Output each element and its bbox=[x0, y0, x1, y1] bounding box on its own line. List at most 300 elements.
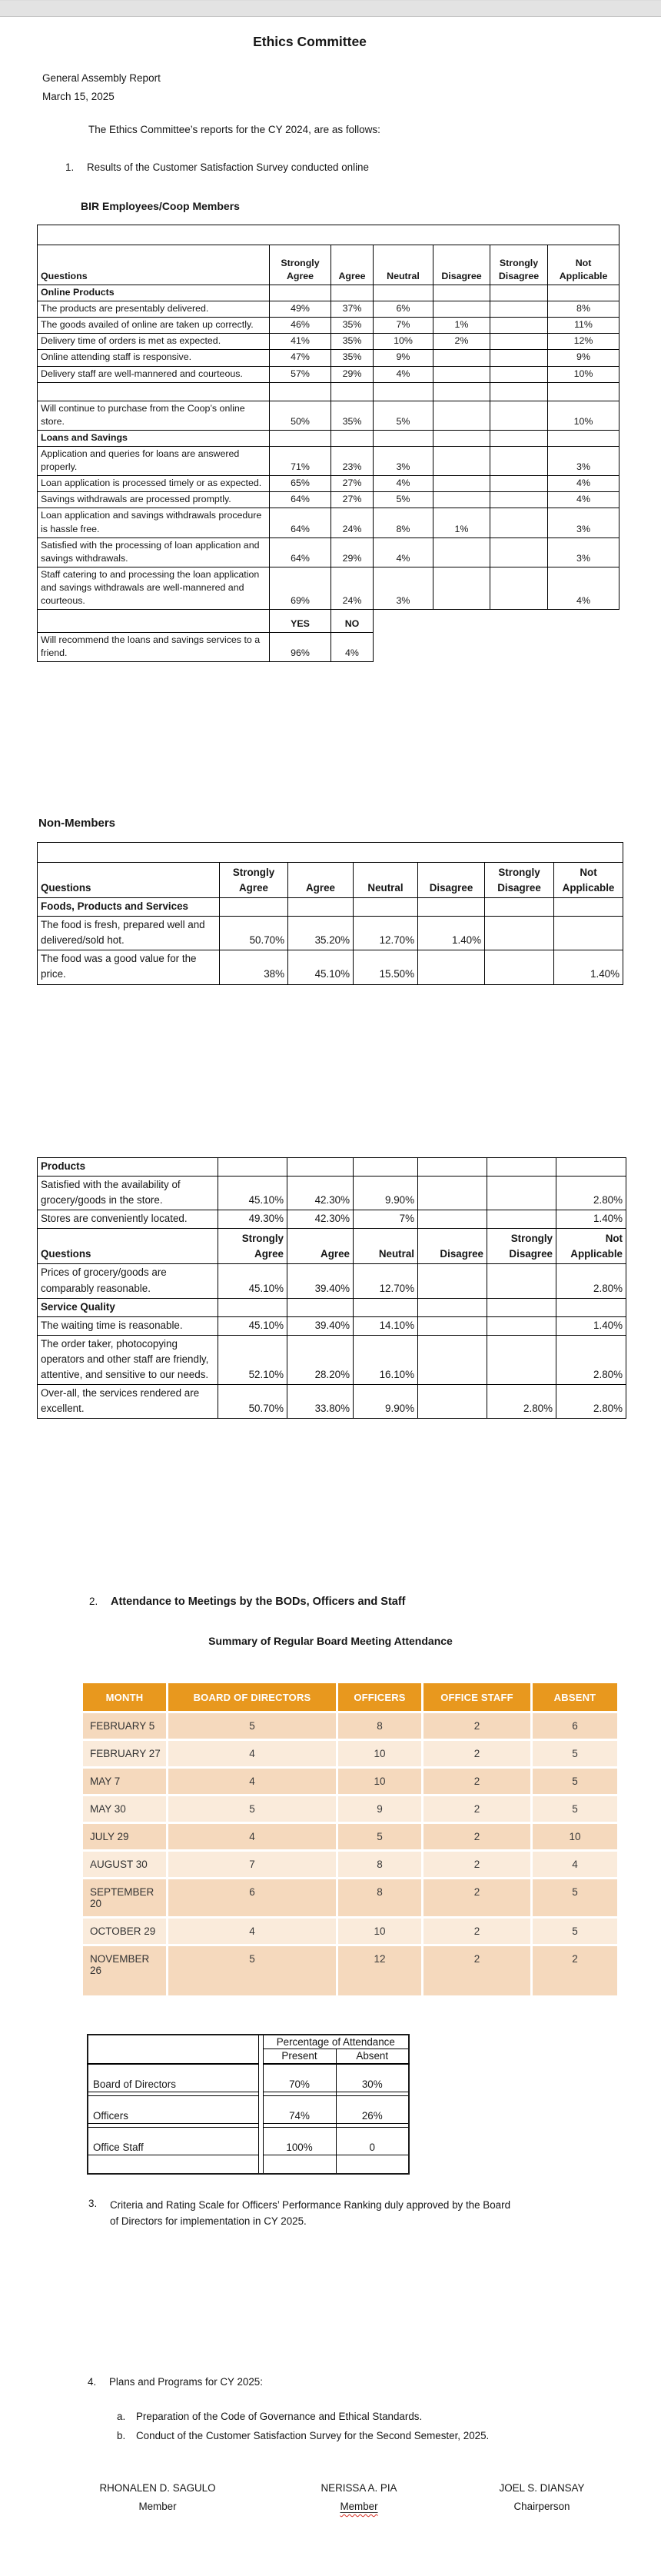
empty-cell bbox=[487, 1158, 556, 1177]
value-cell bbox=[418, 1177, 487, 1210]
question-cell: Prices of grocery/goods are comparably reasonable. bbox=[38, 1264, 218, 1298]
present-value-cell: 74% bbox=[263, 2096, 336, 2124]
value-cell bbox=[490, 537, 548, 567]
nonmembers-survey-table bbox=[37, 842, 623, 985]
attendance-row bbox=[83, 1796, 617, 1822]
value-cell: 12.70% bbox=[354, 917, 418, 950]
empty-cell bbox=[38, 225, 619, 245]
nonmembers-survey-table-continued-wrap bbox=[37, 1157, 626, 1419]
value-cell: 10% bbox=[548, 401, 619, 430]
column-header-cell: Disagree bbox=[418, 1229, 487, 1264]
list-text: Criteria and Rating Scale for Officers’ Performance Ranking duly approved by the Board of Directors for implementation in CY 2025. bbox=[110, 2199, 511, 2227]
value-cell: 45.10% bbox=[218, 1316, 287, 1335]
count-cell: 5 bbox=[168, 1796, 336, 1822]
table-row-yesno bbox=[38, 610, 619, 633]
value-cell: 7% bbox=[354, 1210, 418, 1229]
question-cell: Staff catering to and processing the loan application and savings withdrawals are well-mannered and courteous. bbox=[38, 567, 270, 609]
value-cell: 6% bbox=[374, 301, 433, 318]
count-cell: 5 bbox=[533, 1919, 617, 1944]
count-cell: 2 bbox=[424, 1824, 530, 1849]
count-cell: 12 bbox=[338, 1946, 421, 1995]
value-cell: 45.10% bbox=[288, 950, 354, 984]
value-cell: 38% bbox=[220, 950, 288, 984]
attendance-row bbox=[83, 1879, 617, 1916]
value-cell: 9.90% bbox=[354, 1177, 418, 1210]
column-header-cell: Not Applicable bbox=[548, 245, 619, 285]
value-cell: 71% bbox=[270, 446, 331, 475]
nonmembers-survey-table-continued bbox=[37, 1157, 626, 1419]
month-cell: FEBRUARY 5 bbox=[83, 1713, 166, 1739]
value-cell: 14.10% bbox=[354, 1316, 418, 1335]
value-cell bbox=[490, 567, 548, 609]
table-row-data bbox=[38, 334, 619, 350]
question-cell: The order taker, photocopying operators and other staff are friendly, attentive, and sensitive to our needs. bbox=[38, 1335, 218, 1384]
table-row-section bbox=[38, 1158, 626, 1177]
value-cell bbox=[490, 508, 548, 537]
value-cell bbox=[433, 446, 490, 475]
question-cell: Loan application is processed timely or as expected. bbox=[38, 476, 270, 492]
value-cell: 28.20% bbox=[287, 1335, 354, 1384]
empty-cell bbox=[374, 430, 433, 446]
members-survey-table bbox=[37, 225, 619, 662]
empty-cell bbox=[374, 382, 433, 401]
count-cell: 4 bbox=[168, 1919, 336, 1944]
value-cell: 50% bbox=[270, 401, 331, 430]
attendance-column-header: MONTH bbox=[83, 1683, 166, 1711]
value-cell bbox=[418, 1210, 487, 1229]
count-cell: 2 bbox=[424, 1713, 530, 1739]
empty-cell bbox=[548, 285, 619, 301]
value-cell: 4% bbox=[331, 633, 374, 662]
value-cell: 42.30% bbox=[287, 1177, 354, 1210]
empty-cell bbox=[418, 1298, 487, 1316]
table-row-section bbox=[38, 898, 623, 917]
value-cell: 7% bbox=[374, 318, 433, 334]
count-cell: 2 bbox=[424, 1852, 530, 1877]
attendance-table bbox=[81, 1681, 619, 1998]
table-row-empty bbox=[38, 225, 619, 245]
value-cell bbox=[433, 567, 490, 609]
count-cell: 2 bbox=[424, 1796, 530, 1822]
value-cell: 29% bbox=[331, 537, 374, 567]
empty-cell bbox=[270, 430, 331, 446]
table-row-header bbox=[38, 245, 619, 285]
column-header-cell: Strongly Disagree bbox=[487, 1229, 556, 1264]
question-cell: Savings withdrawals are processed promptly. bbox=[38, 492, 270, 508]
absent-value-cell: 0 bbox=[336, 2128, 409, 2155]
question-cell: Will continue to purchase from the Coop’s online store. bbox=[38, 401, 270, 430]
list-number: 2. bbox=[89, 1596, 98, 1607]
value-cell bbox=[485, 917, 554, 950]
value-cell: 57% bbox=[270, 366, 331, 382]
value-cell bbox=[418, 950, 485, 984]
column-header-cell: Agree bbox=[287, 1229, 354, 1264]
value-cell: 65% bbox=[270, 476, 331, 492]
empty-cell bbox=[331, 285, 374, 301]
absent-value-cell: 30% bbox=[336, 2064, 409, 2092]
count-cell: 5 bbox=[533, 1769, 617, 1794]
value-cell: 11% bbox=[548, 318, 619, 334]
column-header-cell: Agree bbox=[331, 245, 374, 285]
count-cell: 4 bbox=[168, 1769, 336, 1794]
empty-cell bbox=[38, 610, 270, 633]
value-cell: 1% bbox=[433, 508, 490, 537]
count-cell: 6 bbox=[168, 1879, 336, 1916]
empty-cell bbox=[554, 898, 623, 917]
empty-cell bbox=[433, 285, 490, 301]
spellcheck-wavy-underline: Member bbox=[340, 2501, 378, 2512]
table-row-data bbox=[38, 318, 619, 334]
attendance-row bbox=[83, 1713, 617, 1739]
percentage-table bbox=[87, 2034, 410, 2175]
value-cell: 35% bbox=[331, 350, 374, 366]
count-cell: 5 bbox=[533, 1879, 617, 1916]
page-break-band bbox=[0, 0, 661, 17]
table-row-data bbox=[38, 1177, 626, 1210]
count-cell: 4 bbox=[168, 1741, 336, 1766]
question-cell: Over-all, the services rendered are excellent. bbox=[38, 1385, 218, 1419]
sub-item-text: Preparation of the Code of Governance and Ethical Standards. bbox=[136, 2411, 423, 2422]
value-cell: 24% bbox=[331, 508, 374, 537]
count-cell: 6 bbox=[533, 1713, 617, 1739]
percentage-column-header: Absent bbox=[336, 2049, 409, 2065]
blank-cell bbox=[374, 633, 433, 662]
attendance-column-header: ABSENT bbox=[533, 1683, 617, 1711]
value-cell: 27% bbox=[331, 492, 374, 508]
attendance-row bbox=[83, 1919, 617, 1944]
value-cell bbox=[418, 1316, 487, 1335]
count-cell: 10 bbox=[338, 1919, 421, 1944]
value-cell: 39.40% bbox=[287, 1316, 354, 1335]
nonmembers-heading: Non-Members bbox=[38, 817, 116, 830]
empty-cell bbox=[88, 2155, 258, 2175]
question-cell: The goods availed of online are taken up correctly. bbox=[38, 318, 270, 334]
attendance-column-header: BOARD OF DIRECTORS bbox=[168, 1683, 336, 1711]
attendance-column-header: OFFICERS bbox=[338, 1683, 421, 1711]
empty-cell bbox=[38, 382, 270, 401]
table-row-data bbox=[38, 508, 619, 537]
signature-block bbox=[81, 2482, 234, 2512]
empty-cell bbox=[270, 285, 331, 301]
signatory-name: JOEL S. DIANSAY bbox=[499, 2482, 585, 2494]
attendance-row bbox=[83, 1769, 617, 1794]
empty-cell bbox=[556, 1158, 626, 1177]
empty-cell bbox=[331, 382, 374, 401]
blank-cell bbox=[433, 610, 490, 633]
count-cell: 5 bbox=[168, 1713, 336, 1739]
count-cell: 2 bbox=[424, 1919, 530, 1944]
value-cell bbox=[490, 318, 548, 334]
empty-cell bbox=[490, 430, 548, 446]
table-row-data bbox=[38, 492, 619, 508]
value-cell bbox=[490, 446, 548, 475]
value-cell: 2.80% bbox=[556, 1335, 626, 1384]
table-row-section bbox=[38, 1298, 626, 1316]
value-cell bbox=[487, 1335, 556, 1384]
list-number: 4. bbox=[88, 2376, 97, 2388]
value-cell: 23% bbox=[331, 446, 374, 475]
blank-cell bbox=[548, 610, 619, 633]
value-cell: 2.80% bbox=[556, 1177, 626, 1210]
empty-cell bbox=[218, 1298, 287, 1316]
value-cell: 4% bbox=[374, 366, 433, 382]
question-cell: The products are presentably delivered. bbox=[38, 301, 270, 318]
list-number: 3. bbox=[88, 2198, 98, 2209]
value-cell bbox=[418, 1335, 487, 1384]
value-cell: 3% bbox=[374, 446, 433, 475]
empty-cell bbox=[331, 430, 374, 446]
value-cell: 27% bbox=[331, 476, 374, 492]
value-cell bbox=[418, 1385, 487, 1419]
table-row-section bbox=[38, 285, 619, 301]
sub-item-text: Conduct of the Customer Satisfaction Survey for the Second Semester, 2025. bbox=[136, 2430, 490, 2441]
question-cell: Satisfied with the availability of grocery/goods in the store. bbox=[38, 1177, 218, 1210]
question-cell: Satisfied with the processing of loan application and savings withdrawals. bbox=[38, 537, 270, 567]
value-cell bbox=[487, 1177, 556, 1210]
signatory-role: Member bbox=[138, 2501, 177, 2512]
value-cell: 50.70% bbox=[220, 917, 288, 950]
empty-cell bbox=[548, 430, 619, 446]
list-item-1 bbox=[65, 161, 369, 173]
present-value-cell: 100% bbox=[263, 2128, 336, 2155]
value-cell: 10% bbox=[548, 366, 619, 382]
members-survey-heading: BIR Employees/Coop Members bbox=[81, 200, 240, 212]
value-cell: 9% bbox=[374, 350, 433, 366]
value-cell: 5% bbox=[374, 492, 433, 508]
table-row-data2 bbox=[38, 633, 619, 662]
sub-item-b bbox=[117, 2430, 489, 2441]
value-cell: 2.80% bbox=[487, 1385, 556, 1419]
value-cell: 8% bbox=[548, 301, 619, 318]
question-cell: Stores are conveniently located. bbox=[38, 1210, 218, 1229]
month-cell: MAY 30 bbox=[83, 1796, 166, 1822]
count-cell: 2 bbox=[533, 1946, 617, 1995]
table-row-data bbox=[38, 366, 619, 382]
month-cell: OCTOBER 29 bbox=[83, 1919, 166, 1944]
signatory-role: Chairperson bbox=[513, 2501, 570, 2512]
percentage-row bbox=[88, 2064, 409, 2092]
sub-item-a bbox=[117, 2411, 422, 2422]
count-cell: 2 bbox=[424, 1879, 530, 1916]
attendance-row bbox=[83, 1852, 617, 1877]
percentage-row bbox=[88, 2128, 409, 2155]
value-cell: 8% bbox=[374, 508, 433, 537]
empty-cell bbox=[418, 898, 485, 917]
column-header-cell: Questions bbox=[38, 1229, 218, 1264]
percentage-label-cell: Officers bbox=[88, 2096, 258, 2124]
section-label-cell: Foods, Products and Services bbox=[38, 898, 220, 917]
value-cell: 16.10% bbox=[354, 1335, 418, 1384]
table-row-data bbox=[38, 1210, 626, 1229]
question-cell: The food was a good value for the price. bbox=[38, 950, 220, 984]
list-item-2 bbox=[89, 1596, 406, 1608]
value-cell: 64% bbox=[270, 508, 331, 537]
empty-cell bbox=[556, 1298, 626, 1316]
percentage-title-cell: Percentage of Attendance bbox=[263, 2035, 409, 2049]
column-header-cell: Disagree bbox=[433, 245, 490, 285]
empty-cell bbox=[490, 382, 548, 401]
section-label-cell: Loans and Savings bbox=[38, 430, 270, 446]
nonmembers-survey-table-wrap bbox=[37, 842, 623, 985]
table-row-data bbox=[38, 476, 619, 492]
empty-cell bbox=[374, 285, 433, 301]
empty-cell bbox=[490, 285, 548, 301]
month-cell: MAY 7 bbox=[83, 1769, 166, 1794]
month-cell: JULY 29 bbox=[83, 1824, 166, 1849]
table-row-data bbox=[38, 1385, 626, 1419]
value-cell bbox=[433, 537, 490, 567]
value-cell: 41% bbox=[270, 334, 331, 350]
value-cell: 3% bbox=[548, 537, 619, 567]
absent-value-cell: 26% bbox=[336, 2096, 409, 2124]
count-cell: 2 bbox=[424, 1946, 530, 1995]
value-cell: 50.70% bbox=[218, 1385, 287, 1419]
section-label-cell: Online Products bbox=[38, 285, 270, 301]
attendance-header-row bbox=[83, 1683, 617, 1711]
value-cell bbox=[485, 950, 554, 984]
value-cell: 35% bbox=[331, 318, 374, 334]
value-cell: 2% bbox=[433, 334, 490, 350]
value-cell: 96% bbox=[270, 633, 331, 662]
value-cell bbox=[433, 476, 490, 492]
count-cell: 10 bbox=[338, 1769, 421, 1794]
count-cell: 8 bbox=[338, 1713, 421, 1739]
count-cell: 5 bbox=[533, 1741, 617, 1766]
count-cell: 9 bbox=[338, 1796, 421, 1822]
attendance-row bbox=[83, 1741, 617, 1766]
value-cell bbox=[490, 401, 548, 430]
empty-cell bbox=[336, 2155, 409, 2175]
question-cell: Will recommend the loans and savings services to a friend. bbox=[38, 633, 270, 662]
value-cell bbox=[433, 350, 490, 366]
value-cell: 35.20% bbox=[288, 917, 354, 950]
question-cell: The food is fresh, prepared well and delivered/sold hot. bbox=[38, 917, 220, 950]
value-cell: 5% bbox=[374, 401, 433, 430]
empty-cell bbox=[288, 898, 354, 917]
empty-cell bbox=[354, 1158, 418, 1177]
attendance-row bbox=[83, 1946, 617, 1995]
value-cell bbox=[418, 1264, 487, 1298]
value-cell: 4% bbox=[548, 476, 619, 492]
value-cell: 1.40% bbox=[556, 1210, 626, 1229]
attendance-subtitle: Summary of Regular Board Meeting Attendance bbox=[208, 1635, 453, 1647]
table-row-data bbox=[38, 301, 619, 318]
value-cell: 9.90% bbox=[354, 1385, 418, 1419]
value-cell bbox=[487, 1264, 556, 1298]
column-header-cell: Strongly Disagree bbox=[485, 863, 554, 898]
value-cell bbox=[433, 366, 490, 382]
count-cell: 2 bbox=[424, 1769, 530, 1794]
blank-label-cell bbox=[88, 2035, 258, 2064]
count-cell: 5 bbox=[338, 1824, 421, 1849]
percentage-row bbox=[88, 2096, 409, 2124]
blank-cell bbox=[490, 633, 548, 662]
percentage-title-row bbox=[88, 2035, 409, 2049]
value-cell bbox=[433, 401, 490, 430]
value-cell bbox=[490, 334, 548, 350]
month-cell: FEBRUARY 27 bbox=[83, 1741, 166, 1766]
attendance-column-header: OFFICE STAFF bbox=[424, 1683, 530, 1711]
empty-cell bbox=[485, 898, 554, 917]
question-cell: Delivery staff are well-mannered and courteous. bbox=[38, 366, 270, 382]
count-cell: 10 bbox=[533, 1824, 617, 1849]
empty-cell bbox=[287, 1298, 354, 1316]
section-label-cell: Service Quality bbox=[38, 1298, 218, 1316]
percentage-table-wrap bbox=[87, 2034, 410, 2175]
value-cell: 1% bbox=[433, 318, 490, 334]
list-text: Plans and Programs for CY 2025: bbox=[109, 2376, 263, 2388]
empty-cell bbox=[433, 430, 490, 446]
count-cell: 8 bbox=[338, 1879, 421, 1916]
value-cell bbox=[487, 1316, 556, 1335]
empty-cell bbox=[354, 1298, 418, 1316]
percentage-label-cell: Office Staff bbox=[88, 2128, 258, 2155]
count-cell: 4 bbox=[533, 1852, 617, 1877]
value-cell: 49.30% bbox=[218, 1210, 287, 1229]
no-header-cell: NO bbox=[331, 610, 374, 633]
table-row-data bbox=[38, 401, 619, 430]
blank-cell bbox=[490, 610, 548, 633]
table-row-data bbox=[38, 446, 619, 475]
value-cell: 64% bbox=[270, 537, 331, 567]
value-cell: 4% bbox=[548, 567, 619, 609]
column-header-cell: Agree bbox=[288, 863, 354, 898]
empty-cell bbox=[218, 1158, 287, 1177]
value-cell: 12.70% bbox=[354, 1264, 418, 1298]
list-item-4 bbox=[88, 2376, 263, 2388]
value-cell bbox=[554, 917, 623, 950]
list-item-3 bbox=[88, 2198, 516, 2230]
value-cell: 4% bbox=[374, 476, 433, 492]
month-cell: AUGUST 30 bbox=[83, 1852, 166, 1877]
empty-cell bbox=[433, 382, 490, 401]
question-cell: Loan application and savings withdrawals procedure is hassle free. bbox=[38, 508, 270, 537]
intro-paragraph: The Ethics Committee’s reports for the CY 2024, are as follows: bbox=[88, 124, 380, 135]
value-cell: 45.10% bbox=[218, 1264, 287, 1298]
value-cell: 35% bbox=[331, 401, 374, 430]
list-text: Attendance to Meetings by the BODs, Officers and Staff bbox=[111, 1596, 406, 1608]
blank-cell bbox=[433, 633, 490, 662]
count-cell: 5 bbox=[168, 1946, 336, 1995]
column-header-cell: Not Applicable bbox=[556, 1229, 626, 1264]
empty-cell bbox=[270, 382, 331, 401]
value-cell: 10% bbox=[374, 334, 433, 350]
value-cell: 64% bbox=[270, 492, 331, 508]
value-cell bbox=[433, 492, 490, 508]
column-header-cell: Questions bbox=[38, 863, 220, 898]
count-cell: 7 bbox=[168, 1852, 336, 1877]
value-cell: 42.30% bbox=[287, 1210, 354, 1229]
value-cell: 46% bbox=[270, 318, 331, 334]
blank-cell bbox=[548, 633, 619, 662]
column-header-cell: Strongly Disagree bbox=[490, 245, 548, 285]
yes-header-cell: YES bbox=[270, 610, 331, 633]
value-cell bbox=[490, 492, 548, 508]
signature-block bbox=[297, 2482, 420, 2512]
table-row-data bbox=[38, 950, 623, 984]
value-cell: 47% bbox=[270, 350, 331, 366]
column-header-cell: Strongly Agree bbox=[218, 1229, 287, 1264]
month-cell: SEPTEMBER 20 bbox=[83, 1879, 166, 1916]
count-cell: 5 bbox=[533, 1796, 617, 1822]
column-header-cell: Neutral bbox=[374, 245, 433, 285]
value-cell: 1.40% bbox=[418, 917, 485, 950]
value-cell: 3% bbox=[548, 508, 619, 537]
column-header-cell: Strongly Agree bbox=[270, 245, 331, 285]
report-date: March 15, 2025 bbox=[42, 91, 115, 102]
count-cell: 10 bbox=[338, 1741, 421, 1766]
empty-cell bbox=[548, 382, 619, 401]
